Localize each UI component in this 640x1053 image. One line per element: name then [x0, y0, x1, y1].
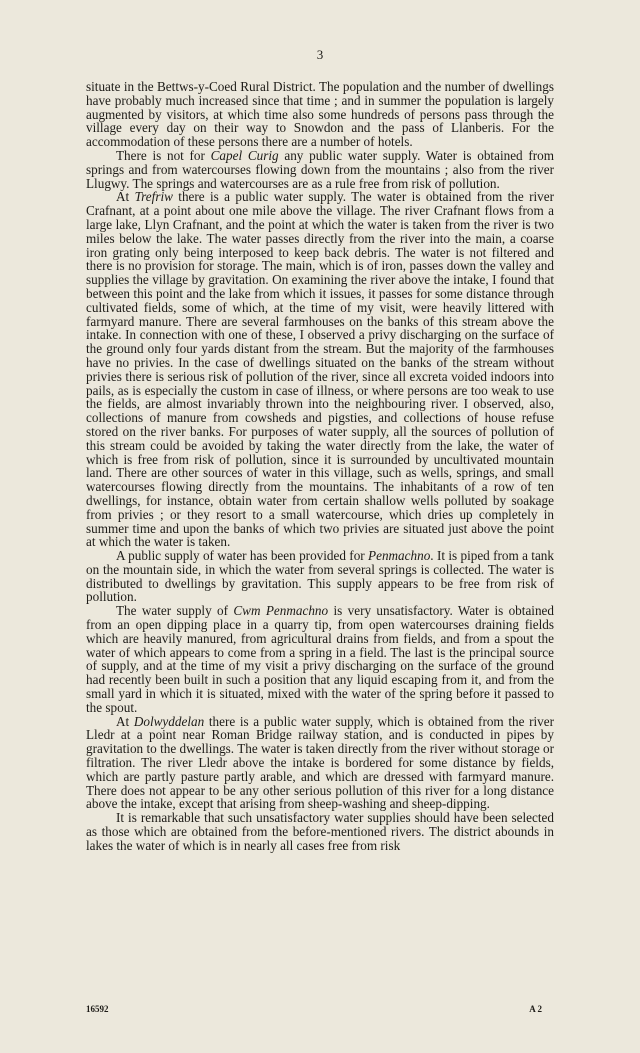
- text-run: there is a public water supply. The water is obtained from the river Crafnant, at a point about one mile above the village. The river Crafnant flows from a large lake, Llyn Crafnant, and the point at which the water is taken from the river is two miles below the lake. The water passes directly from the river into the main, a coarse iron grating only being interposed to keep back debris. The water is not filtered and there is no provision for storage. The main, which is of iron, passes down the valley and supplies the village by gravitation. On examining the river above the intake, I found that between this point and the lake from which it issues, it passes for some distance through cultivated fields, some of which, at the time of my visit, were heavily littered with farmyard manure. There are several farmhouses on the banks of this stream above the intake. In connection with one of these, I observed a privy discharging on the surface of the ground only four yards distant from the stream. But the majority of the farmhouses have no privies. In the case of dwellings situated on the banks of the stream without privies there is serious risk of pollution of the river, since all excreta voided indoors into pails, as is especially the custom in case of illness, or where persons are too weak to use the fields, are almost invariably thrown into the neighbouring river. I observed, also, collections of manure from cowsheds and pigsties, and collections of house refuse stored on the river banks. For purposes of water supply, all the sources of pollution of this stream could be avoided by taking the water directly from the lake, the water of which is free from risk of pollution, since it is surrounded by uncultivated mountain land. There are other sources of water in this village, such as wells, springs, and small watercourses flowing directly from the mountains. The inhabitants of a row of ten dwellings, for instance, obtain water from certain shallow wells polluted by soakage from privies ; or they resort to a small watercourse, which dries up completely in summer time and upon the banks of which two privies are situated just above the point at which the water is taken.: [86, 189, 554, 550]
- text-run: is very unsatisfactory. Water is obtained from an open dipping place in a quarry tip, from open watercourses draining fields which are heavily manured, from agricultural drains from fields, and from a spout the water of which appears to come from a spring in a field. The last is the principal source of supply, and at the time of my visit a privy discharging on the surface of the ground had recently been built in such a position that any liquid escaping from it, and from the small yard in which it is situated, mixed with the water of the spring before it passed to the spout.: [86, 603, 555, 715]
- text-run: there is a public water supply, which is obtained from the river Lledr at a point near Roman Bridge railway station, and is conducted in pipes by gravitation to the dwellings. The water is taken directly from the river without storage or filtration. The river Lledr above the intake is bordered for some distance by fields, which are partly pasture partly arable, and which are dressed with farmyard manure. There does not appear to be any other serious pollution of this river for a long distance above the intake, except that arising from sheep-washing and sheep-dipping.: [86, 713, 555, 812]
- text-run: It is remarkable that such unsatisfactory water supplies should have been selected as those which are obtained from the before-mentioned rivers. The district abounds in lakes the water of which is in nearly all cases free from risk: [86, 810, 554, 853]
- paragraph: [86, 190, 554, 549]
- paragraph: [86, 811, 554, 852]
- text-run: At: [116, 713, 134, 729]
- place-name: Cwm Penmachno: [233, 603, 329, 619]
- signature-mark: A 2: [529, 1004, 542, 1014]
- text-run: A public supply of water has been provided for: [116, 548, 369, 564]
- body-text: [86, 80, 554, 853]
- text-run: The water supply of: [116, 603, 234, 619]
- place-name: Dolwyddelan: [133, 713, 205, 729]
- paragraph: [86, 80, 554, 149]
- page-footer: [86, 1004, 542, 1014]
- place-name: Trefriw: [134, 189, 173, 205]
- paragraph: [86, 604, 554, 714]
- text-run: There is not for: [116, 147, 211, 163]
- print-code: 16592: [86, 1004, 109, 1014]
- place-name: Penmachno: [368, 548, 431, 564]
- text-run: . It is piped from a tank on the mountain side, in which the water from several springs is collected. The water is distributed to dwellings by gravitation. This supply appears to be free from risk of pollution.: [86, 548, 554, 605]
- text-run: At: [116, 189, 135, 205]
- paragraph: [86, 149, 554, 190]
- paragraph: [86, 715, 554, 812]
- page-number: 3: [316, 47, 324, 62]
- place-name: Capel Curig: [210, 147, 279, 163]
- text-run: situate in the Bettws-y-Coed Rural District. The population and the number of dwellings have probably much increased since that time ; and in summer the population is largely augmented by visitors, at which time also some hundreds of persons pass through the village every day on their way to Snowdon and the pass of Llanberis. For the accommodation of these persons there are a number of hotels.: [86, 79, 554, 150]
- text-run: any public water supply. Water is obtained from springs and from watercourses flowing down from the mountains ; also from the river Llugwy. The springs and watercourses are as a rule free from risk of pollution.: [86, 147, 555, 191]
- paragraph: [86, 549, 554, 604]
